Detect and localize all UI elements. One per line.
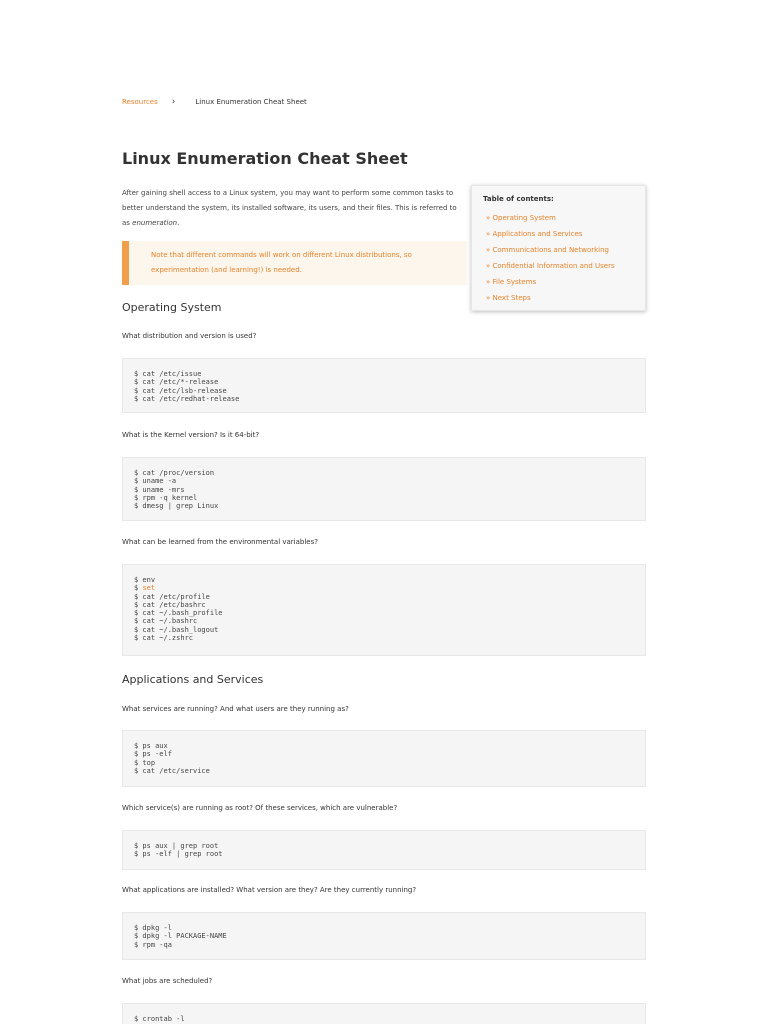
toc-list [483,210,645,306]
toc-link-file-systems[interactable]: » File Systems [486,278,537,286]
toc-link-confidential-information[interactable]: » Confidential Information and Users [486,262,615,270]
code-line: $ rpm -q kernel [134,493,198,502]
code-line: $ cat /etc/service [134,766,210,775]
section-heading-applications-services: Applications and Services [122,673,264,686]
code-line: $ ps aux | grep root [134,842,219,850]
breadcrumb-resources-link[interactable]: Resources [122,98,158,106]
code-block-distribution[interactable] [122,358,646,413]
toc-item [486,290,645,306]
code-line: $ cat /etc/*-release [134,378,219,387]
breadcrumb-current: Linux Enumeration Cheat Sheet [195,98,307,106]
code-line: $ crontab -l [134,1015,185,1023]
code-block-root-services[interactable] [122,830,646,870]
question-kernel: What is the Kernel version? Is it 64-bit? [122,431,260,439]
code-line: $ ps -elf | grep root [134,850,223,859]
note-text: Note that different commands will work on different Linux distributions, so experimentation (and learning!) is needed. [151,251,412,274]
code-line: $ cat /etc/issue [134,370,202,378]
code-line: $ cat /etc/lsb-release [134,386,227,395]
toc-item [486,226,645,242]
code-line: $ cat ~/.bash_profile [134,609,223,618]
code-line: $ cat /etc/profile [134,592,210,601]
intro-end: . [177,219,180,227]
toc-item [486,210,645,226]
question-applications: What applications are installed? What version are they? Are they currently running? [122,886,417,894]
code-block-scheduled-jobs[interactable] [122,1003,646,1024]
code-block-environment[interactable] [122,564,646,656]
page-title: Linux Enumeration Cheat Sheet [122,149,408,168]
toc-link-next-steps[interactable]: » Next Steps [486,294,531,302]
code-line: $ cat /etc/redhat-release [134,394,240,403]
code-line: $ cat ~/.zshrc [134,634,194,643]
toc-item [486,274,645,290]
toc-item [486,258,645,274]
chevron-right-icon: › [171,97,176,107]
code-line: $ cat ~/.bash_logout [134,625,219,634]
intro-text: After gaining shell access to a Linux system, you may want to perform some common tasks to better understand the system, its installed software, its users, and their files. This is referred to as [122,189,457,227]
code-line: $ dpkg -l [134,924,172,932]
question-root-services: Which service(s) are running as root? Of these services, which are vulnerable? [122,804,398,812]
code-line: $ cat /etc/bashrc [134,600,206,609]
intro-paragraph [122,186,462,231]
code-line: $ cat ~/.bashrc [134,617,198,626]
note-callout [122,241,467,285]
question-scheduled-jobs: What jobs are scheduled? [122,977,213,985]
code-block-applications[interactable] [122,912,646,960]
code-line: $ dmesg | grep Linux [134,502,219,511]
code-line: $ env [134,576,156,584]
intro-emphasis: enumeration [132,219,178,227]
code-line: $ uname -mrs [134,485,185,494]
code-prompt: $ [134,584,143,593]
toc-link-communications-networking[interactable]: » Communications and Networking [486,246,609,254]
code-block-kernel[interactable] [122,457,646,521]
code-line: $ uname -a [134,477,177,486]
code-line: $ ps aux [134,742,168,750]
toc-item [486,242,645,258]
code-block-services[interactable] [122,730,646,787]
code-line: $ ps -elf [134,750,172,759]
toc-link-operating-system[interactable]: » Operating System [486,214,556,222]
code-line: $ cat /proc/version [134,469,215,477]
table-of-contents [471,185,646,311]
code-line: $ top [134,758,156,767]
code-keyword-set: set [142,584,156,593]
question-distribution: What distribution and version is used? [122,332,257,340]
code-line: $ dpkg -l PACKAGE-NAME [134,932,227,941]
question-environment: What can be learned from the environmental variables? [122,538,318,546]
toc-heading: Table of contents: [483,195,554,203]
code-line [134,584,634,592]
breadcrumb [122,97,307,107]
section-heading-operating-system: Operating System [122,301,222,314]
question-services: What services are running? And what users are they running as? [122,705,349,713]
code-line: $ rpm -qa [134,940,172,949]
toc-link-applications-services[interactable]: » Applications and Services [486,230,583,238]
